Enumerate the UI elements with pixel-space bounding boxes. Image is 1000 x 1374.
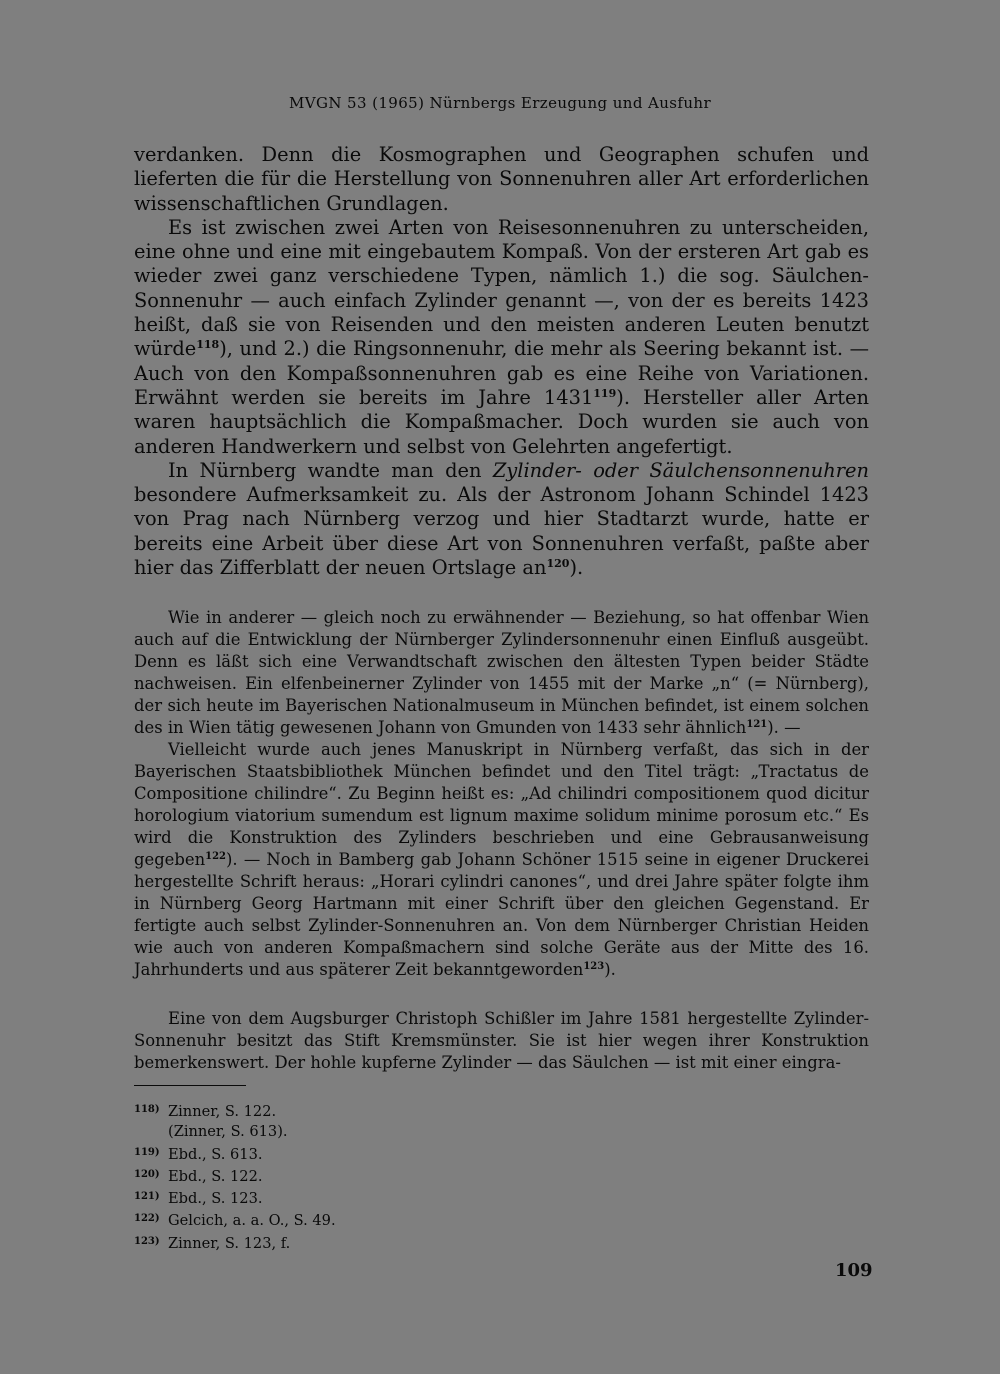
- footnote-item: [134, 1100, 336, 1122]
- footnote-item: [134, 1143, 336, 1165]
- page-number: 109: [835, 1260, 873, 1281]
- small-print-block: [134, 607, 869, 981]
- footnote-number: 122): [134, 1213, 160, 1225]
- footnotes: [134, 1100, 336, 1254]
- paragraph: verdanken. Denn die Kosmographen und Geographen schufen und lieferten die für die Herstellung von Sonnenuhren aller Art erforderlichen wissenschaftlichen Grundlagen.: [134, 143, 869, 215]
- footnote-text: Gelcich, a. a. O., S. 49.: [168, 1212, 336, 1230]
- footnote-number: 121): [134, 1191, 160, 1203]
- running-header: MVGN 53 (1965) Nürnbergs Erzeugung und Ausfuhr: [288, 94, 712, 112]
- footnote-ref: 120: [546, 557, 570, 571]
- small-print-block: [134, 1008, 869, 1074]
- footnote-text: Ebd., S. 123.: [168, 1190, 263, 1208]
- footnote-ref: 122: [205, 851, 227, 862]
- footnote-text: Zinner, S. 122.: [168, 1103, 277, 1120]
- footnote-number: 120): [134, 1168, 160, 1180]
- italic-term: Zylinder- oder Säulchensonnenuhren: [492, 458, 870, 482]
- paragraph: Eine von dem Augsburger Christoph Schißler im Jahre 1581 hergestellte Zylinder-Sonnenuhr besitzt das Stift Kremsmünster. Sie ist hier wegen ihrer Konstruktion bemerkenswert. Der hohle kupferne Zylinder — das Säulchen — ist mit einer eingra-: [134, 1009, 869, 1072]
- footnote-divider: [134, 1085, 246, 1086]
- paragraph: Wie in anderer — gleich noch zu erwähnender — Beziehung, so hat offenbar Wien auch auf die Entwicklung der Nürnberger Zylindersonnenuhr einen Einfluß ausgeübt. Denn es läßt sich eine Verwandtschaft zwischen den ältesten Typen beider Städte nachweisen. Ein elfenbeinerner Zylinder von 1455 mit der Marke „n“ (= Nürnberg), der sich heute im Bayerischen Nationalmuseum in München befindet, ist einem solchen des in Wien tätig gewesenen Johann von Gmunden von 1433 sehr ähnlich$^{121}$). —: [134, 608, 869, 737]
- footnote-text: Ebd., S. 122.: [168, 1167, 263, 1185]
- footnote-number: 119): [134, 1146, 160, 1158]
- footnote-number: 118): [134, 1104, 160, 1115]
- footnote-ref: 121: [746, 719, 768, 730]
- footnote-ref: 123: [583, 961, 605, 972]
- footnote-item: [134, 1165, 336, 1187]
- paragraph: In Nürnberg wandte man den Zylinder- oder Säulchensonnenuhren besondere Aufmerksamkeit zu. Als der Astronom Johann Schindel 1423 von Prag nach Nürnberg verzog und hier Stadtarzt wurde, hatte er bereits eine Arbeit über diese Art von Sonnenuhren verfaßt, paßte aber hier das Zifferblatt der neuen Ortslage $an^{120}$).: [134, 458, 870, 580]
- footnote-ref: 119: [593, 386, 617, 400]
- footnote-item: [134, 1232, 336, 1254]
- footnote-item: [134, 1122, 336, 1142]
- paragraph: Es ist zwischen zwei Arten von Reisesonnenuhren zu unterscheiden, eine ohne und eine mit eingebautem Kompaß. Von der ersteren Art gab es wieder zwei ganz verschiedene Typen, nämlich 1.) die sog. Säulchen-Sonnenuhr — auch einfach Zylinder genannt —, von der es bereits 1423 heißt, daß sie von Reisenden und den meisten anderen Leuten benutzt würde$^{118}$), und 2.) die Ringsonnenuhr, die mehr als Seering bekannt ist. — Auch von den Kompaßsonnenuhren gab es eine Reihe von Variationen. Erwähnt werden sie bereits im Jahre 1431$^{119}$). Hersteller aller Arten waren hauptsächlich die Kompaßmacher. Doch wurden sie auch von anderen Handwerkern und selbst von Gelehrten angefertigt.: [134, 215, 869, 458]
- paragraph: Vielleicht wurde auch jenes Manuskript in Nürnberg verfaßt, das sich in der Bayerischen Staatsbibliothek München befindet und den Titel trägt: „Tractatus de Compositione chilindre“. Zu Beginn heißt es: „Ad chilindri compositionem quod dicitur horologium viatorium sumendum est lignum maxime solidum minime porosum etc.“ Es wird die Konstruktion des Zylinders beschrieben und eine Gebrausanweisung gegeben$^{122}$). — Noch in Bamberg gab Johann Schöner 1515 seine in eigener Druckerei hergestellte Schrift heraus: „Horari cylindri canones“, und drei Jahre später folgte ihm in Nürnberg Georg Hartmann mit einer Schrift über den gleichen Gegenstand. Er fertigte auch selbst Zylinder-Sonnenuhren an. Von dem Nürnberger Christian Heiden wie auch von anderen Kompaßmachern sind solche Geräte aus der Mitte des 16. Jahrhunderts und aus späterer Zeit bekanntgeworden$^{123}$).: [134, 740, 869, 979]
- main-text-block: [134, 143, 869, 580]
- footnote-ref: 118: [196, 338, 220, 352]
- footnote-number: 123): [134, 1235, 160, 1247]
- footnote-text: Ebd., S. 613.: [168, 1145, 263, 1163]
- footnote-text: (Zinner, S. 613).: [168, 1123, 288, 1141]
- footnote-item: [134, 1187, 336, 1209]
- footnote-item: [134, 1209, 336, 1231]
- footnote-text: Zinner, S. 123, f.: [168, 1234, 291, 1252]
